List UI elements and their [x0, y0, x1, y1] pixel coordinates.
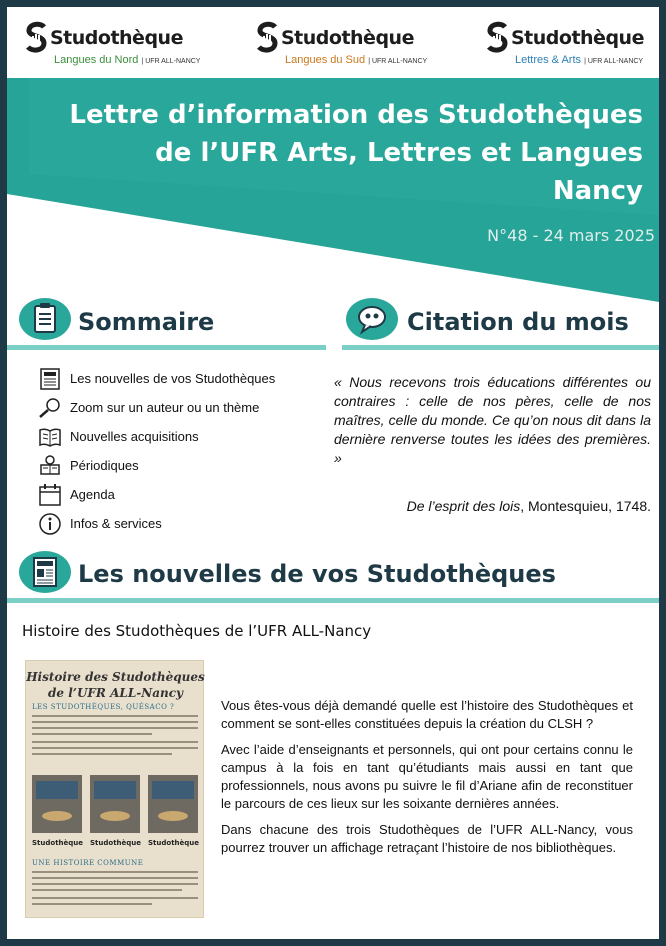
newspaper-icon: [37, 367, 63, 391]
source-work: De l’esprit des lois: [406, 498, 521, 514]
logo-ufr-text: UFR ALL-NANCY: [371, 58, 428, 65]
article-body: [221, 697, 633, 865]
poster-mini-logo: Studothèque: [32, 839, 84, 847]
poster-text-line: [32, 877, 198, 879]
poster-text-line: [32, 889, 182, 891]
toc-label: Périodiques: [70, 458, 139, 473]
logo-word: Studothèque: [281, 27, 414, 49]
poster-text-line: [32, 883, 198, 885]
logo-subtitle: [285, 54, 427, 66]
toc-label: Agenda: [70, 487, 115, 502]
title-line: Lettre d’information des Studothèques: [69, 100, 643, 130]
logo-subtitle: [54, 54, 200, 66]
calendar-icon: [37, 483, 63, 507]
logo-ufr: | UFR ALL-NANCY: [141, 58, 201, 65]
reader-icon: [37, 454, 63, 478]
poster-text-line: [32, 733, 152, 735]
nouvelles-title: Les nouvelles de vos Studothèques: [78, 560, 556, 588]
article-paragraph: Vous êtes-vous déjà demandé quelle est l’histoire des Studothèques et comment se sont-elles constituées depuis la création du CLSH ?: [221, 698, 633, 731]
sommaire-title: Sommaire: [78, 308, 215, 336]
toc-item-acquisitions[interactable]: [37, 425, 317, 449]
logo-subtitle: [515, 54, 643, 66]
toc-label: Nouvelles acquisitions: [70, 429, 199, 444]
poster-text-line: [32, 903, 152, 905]
poster-text-line: [32, 747, 198, 749]
poster-heading: LES STUDOTHÈQUES, QUÉSACO ?: [32, 703, 175, 711]
studotheque-logo-icon: [485, 21, 511, 55]
toc-label: Zoom sur un auteur ou un thème: [70, 400, 260, 415]
poster-text-line: [32, 715, 198, 717]
studotheque-logo-icon: [24, 21, 50, 55]
poster-title: [26, 669, 205, 701]
toc-item-infos[interactable]: [37, 512, 317, 536]
article-paragraph: Dans chacune des trois Studothèques de l’UFR ALL-Nancy, vous pourrez trouver un affichage retraçant l’histoire de nos bibliothèques.: [221, 822, 633, 855]
quotation-source: [334, 498, 651, 514]
article-paragraph: Avec l’aide d’enseignants et personnels, qui ont pour certains connu le campus à la fois en tant qu’étudiants mais aussi en tant que professionnels, nous avons pu suivre le fil d’Ariane afin de reconstituer le parcours de ces lieux sur les soixante dernières années.: [221, 742, 633, 811]
logo-word: Studothèque: [50, 27, 183, 49]
logo-location: Langues du Nord: [54, 54, 139, 66]
poster-mini-logo: Studothèque: [148, 839, 200, 847]
poster-title-line: de l’UFR ALL-Nancy: [48, 686, 183, 700]
header-logos: [7, 7, 659, 79]
toc-item-zoom[interactable]: [37, 396, 317, 420]
logo-location: Lettres & Arts: [515, 54, 582, 66]
open-book-icon: [37, 425, 63, 449]
speech-bubble-icon: [346, 298, 398, 340]
toc-item-agenda[interactable]: [37, 483, 317, 507]
logo-ufr: | UFR ALL-NANCY: [368, 58, 428, 65]
quotation-text: « Nous recevons trois éducations différentes ou contraires : celle de nos pères, celle de nos maîtres, celle du monde. Ce qu’on nous dit dans la dernière renverse toutes les idées des premières. »: [334, 374, 651, 466]
section-divider: [7, 598, 659, 603]
toc-item-nouvelles[interactable]: [37, 367, 317, 391]
toc-label: Infos & services: [70, 516, 162, 531]
poster-text-line: [32, 871, 198, 873]
section-divider: [342, 345, 659, 350]
library-photo: [90, 775, 140, 833]
poster-text-line: [32, 753, 172, 755]
article-title: Histoire des Studothèques de l’UFR ALL-Nancy: [22, 622, 372, 640]
issue-number: N°48 - 24 mars 2025: [487, 226, 655, 245]
title-banner: [7, 78, 659, 308]
citation-title: Citation du mois: [407, 308, 629, 336]
newsletter-title: [43, 96, 643, 210]
logo-ufr: | UFR ALL-NANCY: [584, 58, 644, 65]
studotheque-logo-icon: [255, 21, 281, 55]
library-photo: [32, 775, 82, 833]
poster-text-line: [32, 727, 198, 729]
clipboard-icon: [19, 298, 71, 340]
logo-location: Langues du Sud: [285, 54, 366, 66]
poster-title-line: Histoire des Studothèques: [26, 670, 205, 684]
source-author-year: , Montesquieu, 1748.: [520, 498, 651, 514]
history-poster: [25, 660, 204, 918]
logo-ufr-text: UFR ALL-NANCY: [145, 58, 201, 65]
title-line: Nancy: [552, 176, 643, 206]
newsletter-page: [7, 7, 659, 939]
poster-heading: UNE HISTOIRE COMMUNE: [32, 859, 144, 867]
poster-mini-logo: Studothèque: [90, 839, 142, 847]
toc-item-periodiques[interactable]: [37, 454, 317, 478]
poster-text-line: [32, 721, 198, 723]
toc-label: Les nouvelles de vos Studothèques: [70, 371, 276, 386]
poster-text-line: [32, 897, 198, 899]
poster-text-line: [32, 741, 198, 743]
magnifier-icon: [37, 396, 63, 420]
logo-word: Studothèque: [511, 27, 644, 49]
library-photo: [148, 775, 198, 833]
logo-ufr-text: UFR ALL-NANCY: [587, 58, 644, 65]
info-icon: [37, 512, 63, 536]
section-divider: [7, 345, 326, 350]
title-line: de l’UFR Arts, Lettres et Langues: [155, 138, 643, 168]
newspaper-icon: [19, 551, 71, 593]
